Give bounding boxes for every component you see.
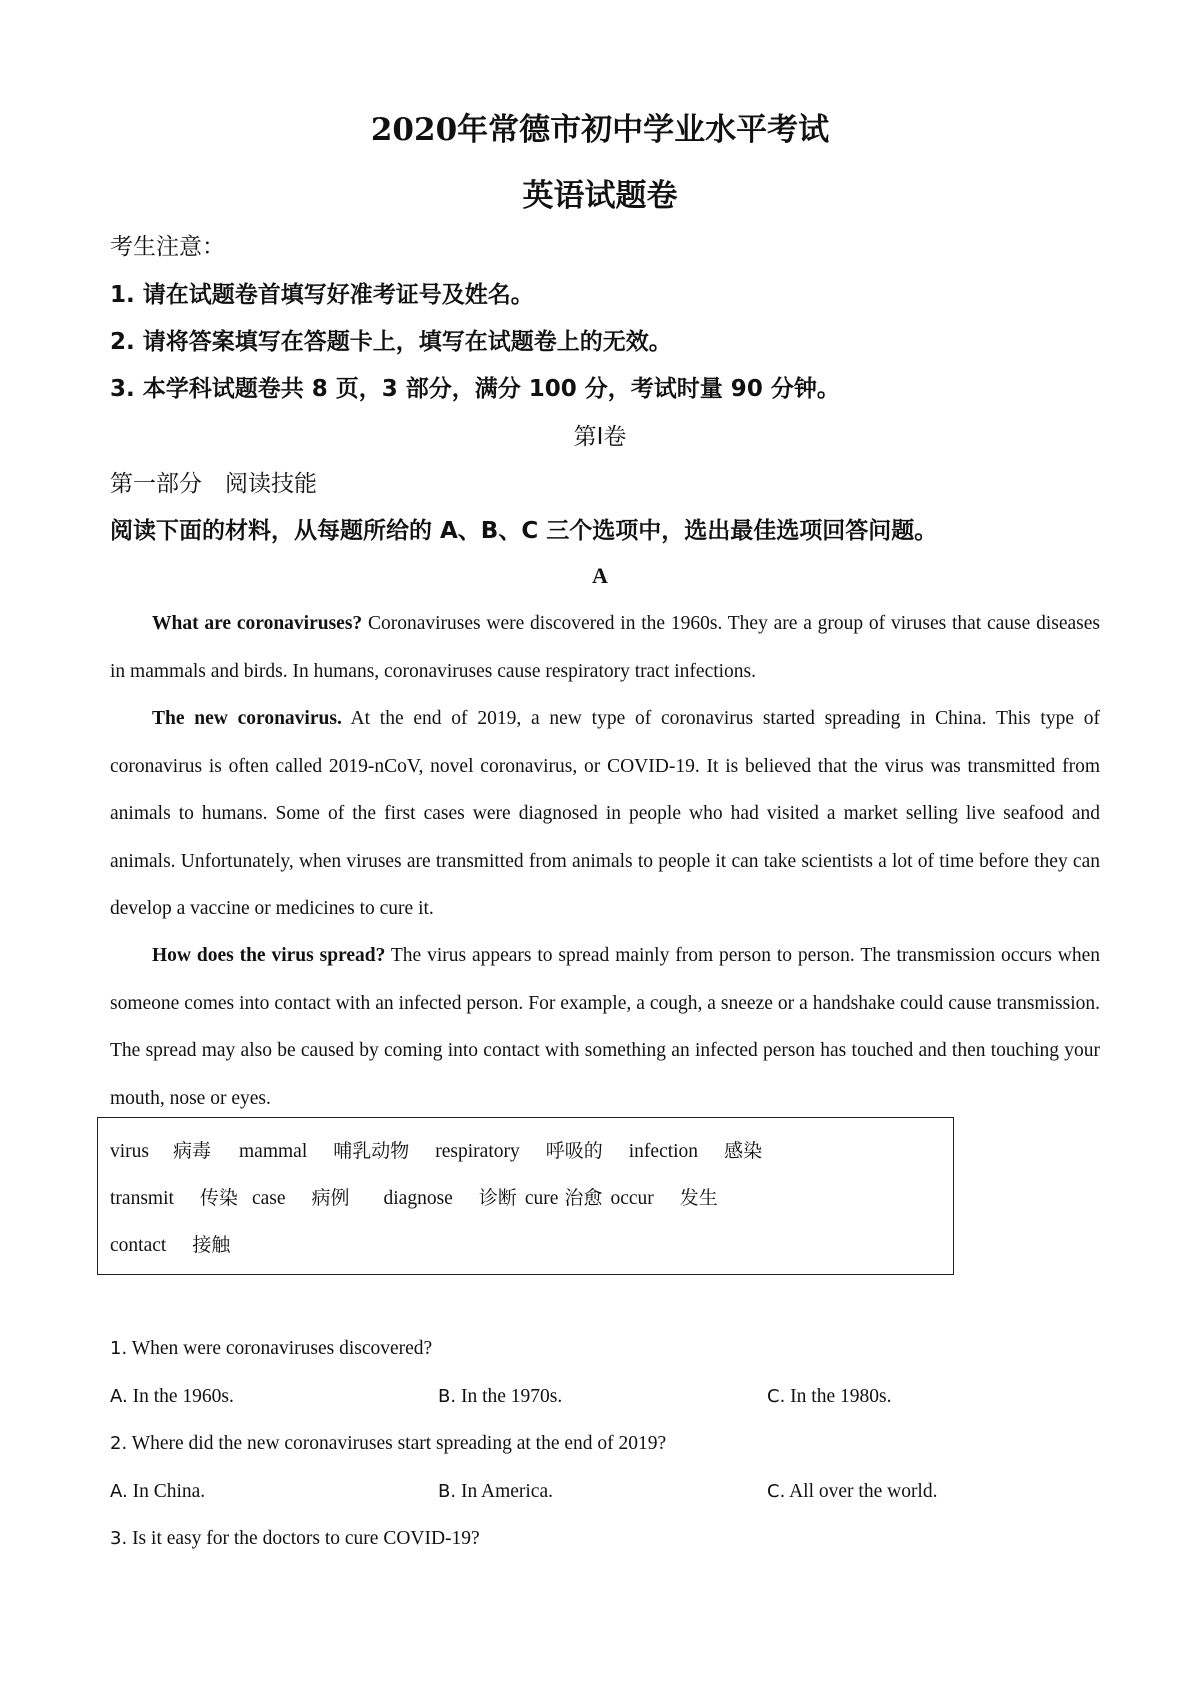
vocab-meaning: 病毒: [173, 1140, 212, 1162]
question-number: 1.: [110, 1338, 128, 1359]
passage-paragraph: [110, 695, 1100, 933]
reading-instruction: 阅读下面的材料，从每题所给的 A、B、C 三个选项中，选出最佳选项回答问题。: [110, 518, 938, 544]
vocab-word: cure: [524, 1188, 559, 1209]
vocab-meaning: 哺乳动物: [333, 1140, 410, 1162]
answer-option[interactable]: [767, 1386, 891, 1408]
question-number: 2.: [110, 1433, 128, 1454]
vocab-word: transmit: [110, 1188, 174, 1209]
vocab-meaning: 治愈: [564, 1187, 603, 1209]
answer-option[interactable]: [438, 1386, 562, 1408]
notice-item: 1. 请在试题卷首填写好准考证号及姓名。: [110, 282, 534, 308]
passage-paragraph: [110, 932, 1100, 1122]
question-number: 3.: [110, 1528, 128, 1549]
volume-heading: 第Ⅰ卷: [573, 424, 627, 450]
notice-item: 2. 请将答案填写在答题卡上，填写在试题卷上的无效。: [110, 329, 672, 355]
option-label: C.: [767, 1386, 786, 1407]
vocabulary-box: [97, 1117, 954, 1275]
paragraph-text: Coronaviruses were discovered in the 1960s. They are a group of viruses that cause diseases in mammals and birds. In humans, coronaviruses cause respiratory tract infections.: [110, 613, 1100, 682]
notice-heading: 考生注意：: [110, 234, 225, 260]
vocab-word: case: [251, 1188, 286, 1209]
section-label: A: [592, 563, 608, 588]
vocab-meaning: 感染: [724, 1140, 763, 1162]
notice-item: 3. 本学科试题卷共 8 页，3 部分，满分 100 分，考试时量 90 分钟。: [110, 376, 840, 402]
answer-option[interactable]: [110, 1481, 205, 1503]
question-text: Where did the new coronaviruses start spreading at the end of 2019?: [127, 1433, 667, 1454]
vocab-word: occur: [610, 1188, 654, 1209]
answer-option[interactable]: [110, 1386, 234, 1408]
exam-subtitle: 英语试题卷: [522, 178, 678, 214]
option-text: In America.: [456, 1481, 553, 1502]
question: [110, 1338, 432, 1360]
vocab-word: respiratory: [435, 1141, 520, 1162]
vocabulary-row: [110, 1136, 762, 1163]
vocab-word: virus: [110, 1141, 149, 1162]
option-label: C.: [767, 1481, 786, 1502]
passage-paragraph: [110, 600, 1100, 695]
option-label: A.: [110, 1386, 128, 1407]
option-text: In the 1960s.: [127, 1386, 234, 1407]
answer-option[interactable]: [438, 1481, 553, 1503]
vocab-word: diagnose: [383, 1188, 453, 1209]
option-text: All over the world.: [785, 1481, 938, 1502]
part-heading: 第一部分 阅读技能: [110, 471, 317, 497]
option-label: B.: [438, 1386, 457, 1407]
option-text: In the 1970s.: [456, 1386, 563, 1407]
vocab-word: infection: [628, 1141, 699, 1162]
vocab-meaning: 病例: [311, 1187, 350, 1209]
paragraph-lead: The new coronavirus.: [152, 708, 342, 729]
vocab-meaning: 传染: [199, 1187, 238, 1209]
option-text: In the 1980s.: [785, 1386, 892, 1407]
answer-option[interactable]: [767, 1481, 937, 1503]
vocab-meaning: 诊断: [478, 1187, 517, 1209]
paragraph-lead: How does the virus spread?: [152, 945, 386, 966]
question: [110, 1433, 666, 1455]
vocab-meaning: 呼吸的: [545, 1140, 603, 1162]
paragraph-lead: What are coronaviruses?: [152, 613, 363, 634]
option-label: A.: [110, 1481, 128, 1502]
vocabulary-row: [110, 1230, 230, 1257]
question-text: When were coronaviruses discovered?: [127, 1338, 433, 1359]
vocabulary-row: [110, 1183, 718, 1210]
question-text: Is it easy for the doctors to cure COVID-19?: [127, 1528, 480, 1549]
option-text: In China.: [127, 1481, 206, 1502]
vocab-meaning: 发生: [679, 1187, 718, 1209]
vocab-word: contact: [110, 1235, 167, 1256]
paragraph-text: At the end of 2019, a new type of coronavirus started spreading in China. This type of coronavirus is often called 2019-nCoV, novel coronavirus, or COVID-19. It is believed that the virus was transmitted from animals to humans. Some of the first cases were diagnosed in people who had visited a market selling live seafood and animals. Unfortunately, when viruses are transmitted from animals to people it can take scientists a lot of time before they can develop a vaccine or medicines to cure it.: [110, 708, 1101, 919]
vocab-word: mammal: [239, 1141, 308, 1162]
paragraph-text: The virus appears to spread mainly from person to person. The transmission occurs when someone comes into contact with an infected person. For example, a cough, a sneeze or a handshake could cause transmission. The spread may also be caused by coming into contact with something an infected person has touched and then touching your mouth, nose or eyes.: [110, 945, 1100, 1109]
vocab-meaning: 接触: [192, 1234, 231, 1256]
question: [110, 1528, 480, 1550]
exam-title: 2020年常德市初中学业水平考试: [370, 112, 830, 148]
option-label: B.: [438, 1481, 457, 1502]
